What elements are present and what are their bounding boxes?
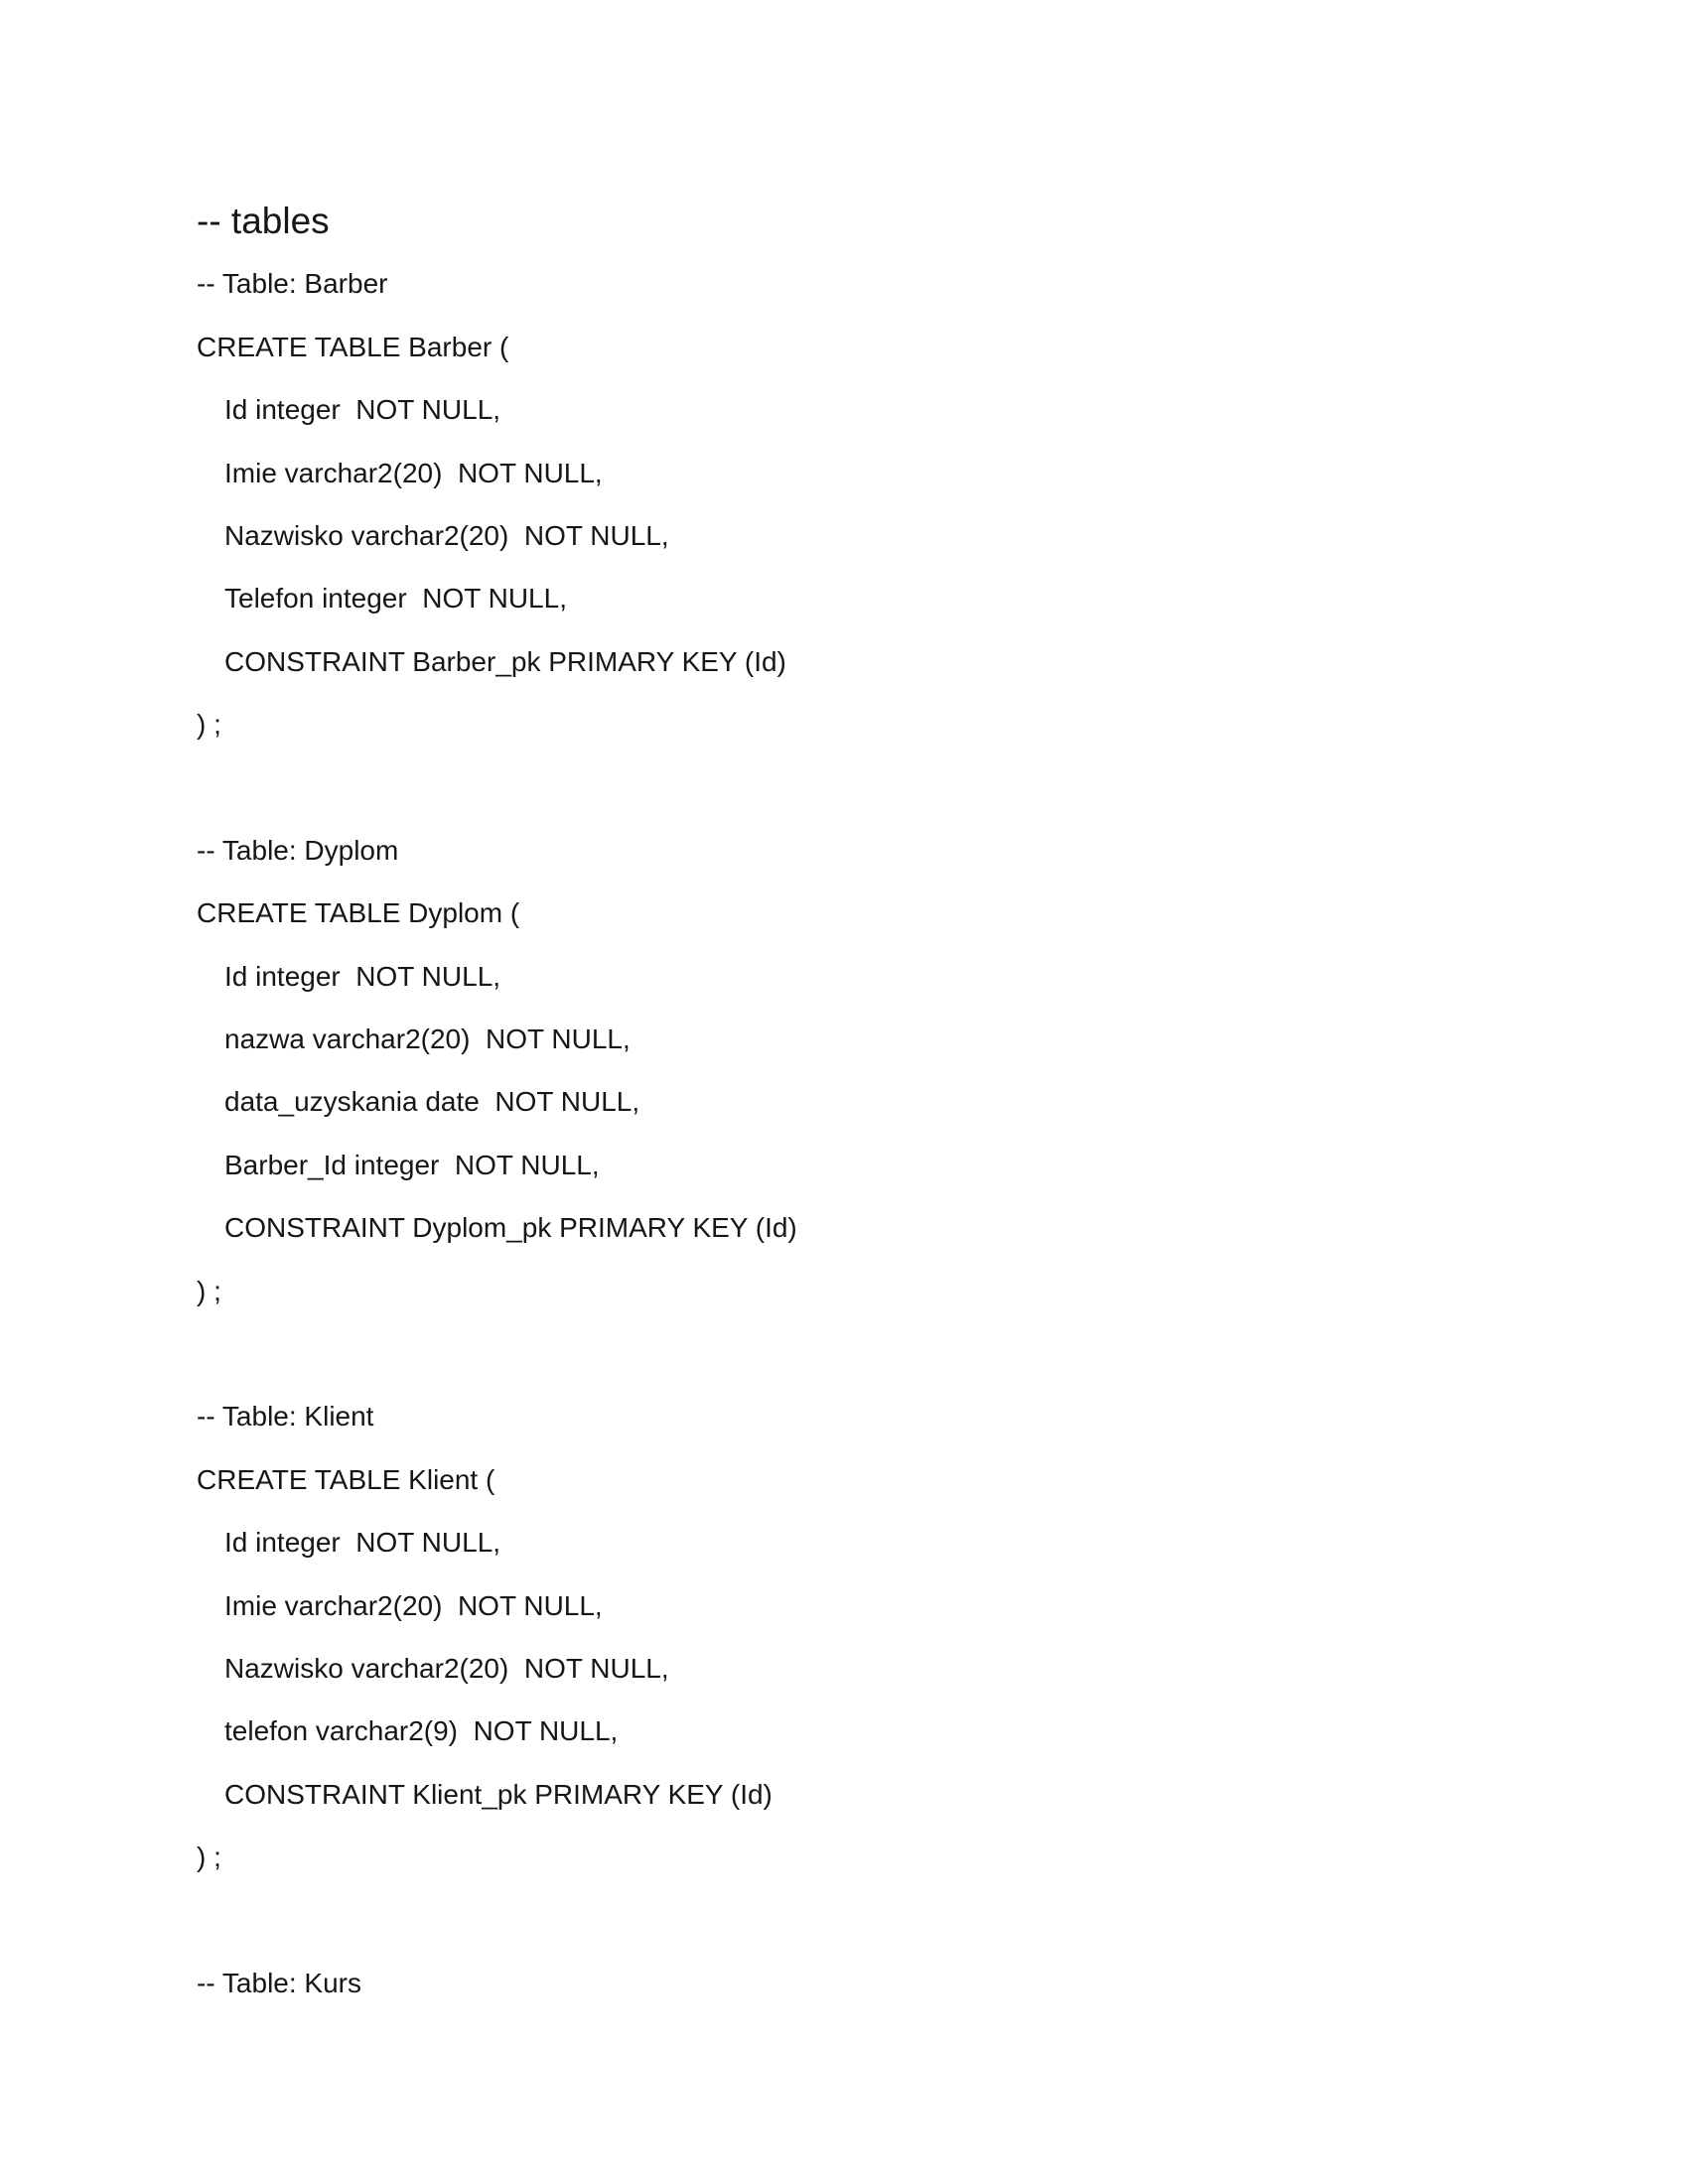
sql-line: telefon varchar2(9) NOT NULL, — [224, 1715, 619, 1747]
sql-line: Id integer NOT NULL, — [224, 1527, 501, 1559]
sql-line: CONSTRAINT Dyplom_pk PRIMARY KEY (Id) — [224, 1212, 797, 1244]
blank-line — [197, 756, 797, 819]
blank-line — [197, 1889, 797, 1952]
sql-line: ) ; — [197, 1275, 221, 1306]
sql-line: Nazwisko varchar2(20) NOT NULL, — [224, 519, 669, 551]
sql-line: ) ; — [197, 709, 221, 741]
sql-line: CREATE TABLE Dyplom ( — [197, 897, 520, 929]
comment-line: -- Table: Kurs — [197, 1967, 361, 1998]
sql-line: Imie varchar2(20) NOT NULL, — [224, 457, 603, 488]
sql-line: Id integer NOT NULL, — [224, 394, 501, 426]
sql-line: Imie varchar2(20) NOT NULL, — [224, 1589, 603, 1621]
sql-script — [197, 190, 797, 2014]
blank-line — [197, 1322, 797, 1385]
sql-line: Id integer NOT NULL, — [224, 960, 501, 992]
sql-line: Barber_Id integer NOT NULL, — [224, 1149, 600, 1180]
sql-line: CONSTRAINT Barber_pk PRIMARY KEY (Id) — [224, 645, 786, 677]
sql-line: CREATE TABLE Klient ( — [197, 1463, 495, 1495]
comment-line: -- Table: Klient — [197, 1401, 374, 1433]
sql-line: ) ; — [197, 1842, 221, 1873]
comment-line: -- Table: Barber — [197, 268, 388, 300]
comment-line: -- Table: Dyplom — [197, 834, 399, 866]
sql-line: Nazwisko varchar2(20) NOT NULL, — [224, 1652, 669, 1684]
sql-line: CONSTRAINT Klient_pk PRIMARY KEY (Id) — [224, 1778, 773, 1810]
sql-line: Telefon integer NOT NULL, — [224, 583, 567, 614]
sql-line: CREATE TABLE Barber ( — [197, 331, 509, 362]
sql-line: nazwa varchar2(20) NOT NULL, — [224, 1024, 631, 1055]
sql-line: data_uzyskania date NOT NULL, — [224, 1086, 640, 1118]
page-title: -- tables — [197, 201, 330, 241]
